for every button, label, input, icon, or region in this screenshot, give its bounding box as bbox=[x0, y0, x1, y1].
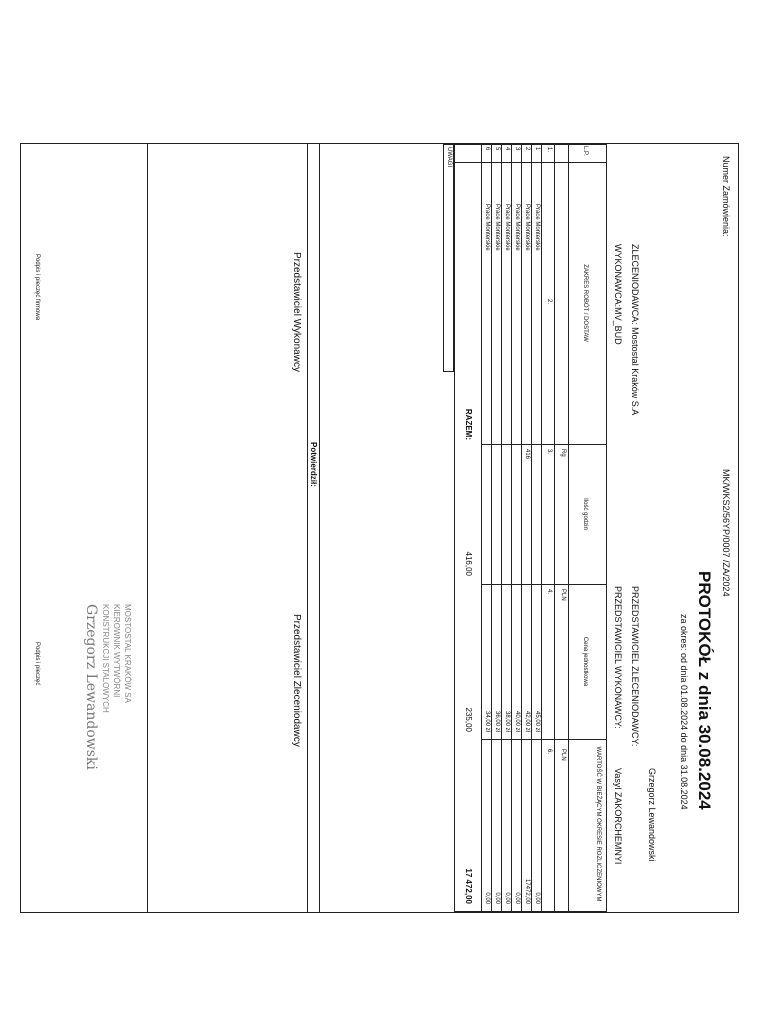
row-value: 17472,00 bbox=[524, 878, 530, 904]
row-unit-price: 40,00 zł bbox=[514, 710, 520, 732]
page-title: PROTOKÓŁ z dnia 30.08.2024 bbox=[695, 571, 714, 810]
row-scope: Prace Monterskie bbox=[484, 204, 490, 251]
row-value: 0,00 bbox=[484, 892, 490, 904]
table-header-divider bbox=[568, 144, 569, 912]
row-unit-price: 36,00 zł bbox=[494, 710, 500, 732]
row-lp: 6 bbox=[484, 147, 490, 151]
row-value: 0,00 bbox=[494, 892, 500, 904]
order-number-label: Numer Zamówienia: bbox=[721, 156, 731, 237]
row-scope: Prace Monterskie bbox=[524, 204, 530, 251]
colnum-6: 6. bbox=[546, 749, 552, 755]
protocol-sheet bbox=[21, 144, 738, 912]
contractor-rep-caption: Przedstawiciel Wykonawcy bbox=[291, 252, 302, 372]
row-lp: 2 bbox=[524, 147, 530, 151]
protocol-document bbox=[20, 143, 739, 913]
row-unit-price: 42,00 zł bbox=[524, 710, 530, 732]
row-divider bbox=[521, 144, 522, 912]
table-subheader-divider bbox=[554, 144, 555, 912]
row-hours: 416 bbox=[524, 449, 530, 460]
row-divider bbox=[531, 144, 532, 912]
client-rep-name: Grzegorz Lewandowski bbox=[647, 768, 657, 862]
row-scope: Prace Monterskie bbox=[514, 204, 520, 251]
table-number-divider bbox=[541, 144, 542, 912]
company-stamp bbox=[43, 604, 133, 794]
unit-price: PLN bbox=[560, 589, 566, 601]
row-lp: 5 bbox=[494, 147, 500, 151]
colnum-1: 1. bbox=[546, 147, 552, 153]
colnum-2: 2. bbox=[546, 299, 552, 305]
client-label: ZLECENIODAWCA: Mostostal Kraków S.A bbox=[630, 244, 640, 416]
client-signature-caption: Podpis i pieczęć bbox=[34, 642, 40, 686]
total-label: RAZEM: bbox=[464, 408, 473, 440]
header-hours: Ilość godzin bbox=[582, 498, 588, 530]
period-text: za okres: od dnia 01.08.2024 do dnia 31.08.2024 bbox=[679, 614, 689, 810]
header-unit-price: Cena jednostkowa bbox=[582, 636, 588, 687]
row-unit-price: 45,00 zł bbox=[534, 710, 540, 732]
table-total-divider bbox=[481, 144, 482, 912]
header-value: WARTOŚĆ W BIEŻĄCYM OKRESIE ROZLICZENIOWYM bbox=[595, 746, 601, 902]
stamp-line-3: KONSTRUKCJI STALOWYCH bbox=[101, 604, 110, 713]
contractor-rep-name: Vasyl ZAKORCHEMNYI bbox=[613, 768, 623, 865]
client-rep-caption: Przedstawiciel Zleceniodawcy bbox=[291, 614, 302, 747]
total-unit-price: 235,00 bbox=[464, 707, 473, 732]
unit-value: PLN bbox=[560, 749, 566, 761]
client-rep-label: PRZEDSTAWICIEL ZLECENIODAWCY: bbox=[630, 586, 640, 747]
contractor-rep-label: PRZEDSTAWICIEL WYKONAWCY: bbox=[613, 586, 623, 729]
header-lp: L.P. bbox=[582, 146, 588, 156]
stamp-line-2: KIEROWNIK WYTWÓRNI bbox=[112, 604, 121, 698]
total-value: 17 472,00 bbox=[464, 868, 473, 904]
header-scope: ZAKRES ROBÓT / DOSTAW bbox=[582, 264, 588, 342]
row-scope: Prace Monterskie bbox=[534, 204, 540, 251]
row-lp: 1 bbox=[534, 147, 540, 151]
footer-divider-mid bbox=[307, 144, 308, 912]
row-divider bbox=[511, 144, 512, 912]
row-value: 0,00 bbox=[504, 892, 510, 904]
row-unit-price: 38,00 zł bbox=[504, 710, 510, 732]
colnum-4: 4. bbox=[546, 589, 552, 595]
notes-box bbox=[443, 144, 454, 372]
row-divider bbox=[491, 144, 492, 912]
stamp-signature-name: Grzegorz Lewandowski bbox=[83, 604, 99, 770]
confirmed-label: Potwierdził: bbox=[309, 442, 318, 487]
row-divider bbox=[501, 144, 502, 912]
footer-divider-top bbox=[319, 144, 320, 912]
colnum-3: 3. bbox=[546, 449, 552, 455]
contractor-signature-caption: Podpis i pieczęć firmowa bbox=[34, 254, 40, 321]
contractor-label: WYKONAWCA:MV_BUD bbox=[613, 244, 623, 345]
row-value: 0,00 bbox=[514, 892, 520, 904]
order-number: MK/WKS2/56YP/0007 /ZA/2024 bbox=[721, 469, 731, 597]
unit-hours: Rg bbox=[560, 449, 566, 457]
row-scope: Prace Monterskie bbox=[504, 204, 510, 251]
row-lp: 3 bbox=[514, 147, 520, 151]
row-lp: 4 bbox=[504, 147, 510, 151]
stamp-line-1: MOSTOSTAL KRAKÓW SA bbox=[123, 604, 132, 703]
row-unit-price: 34,00 zł bbox=[484, 710, 490, 732]
row-scope: Prace Monterskie bbox=[494, 204, 500, 251]
notes-label: UWAGI bbox=[446, 147, 452, 168]
footer-divider-bottom bbox=[147, 144, 148, 912]
row-value: 0,00 bbox=[534, 892, 540, 904]
total-hours: 416,00 bbox=[464, 551, 473, 576]
